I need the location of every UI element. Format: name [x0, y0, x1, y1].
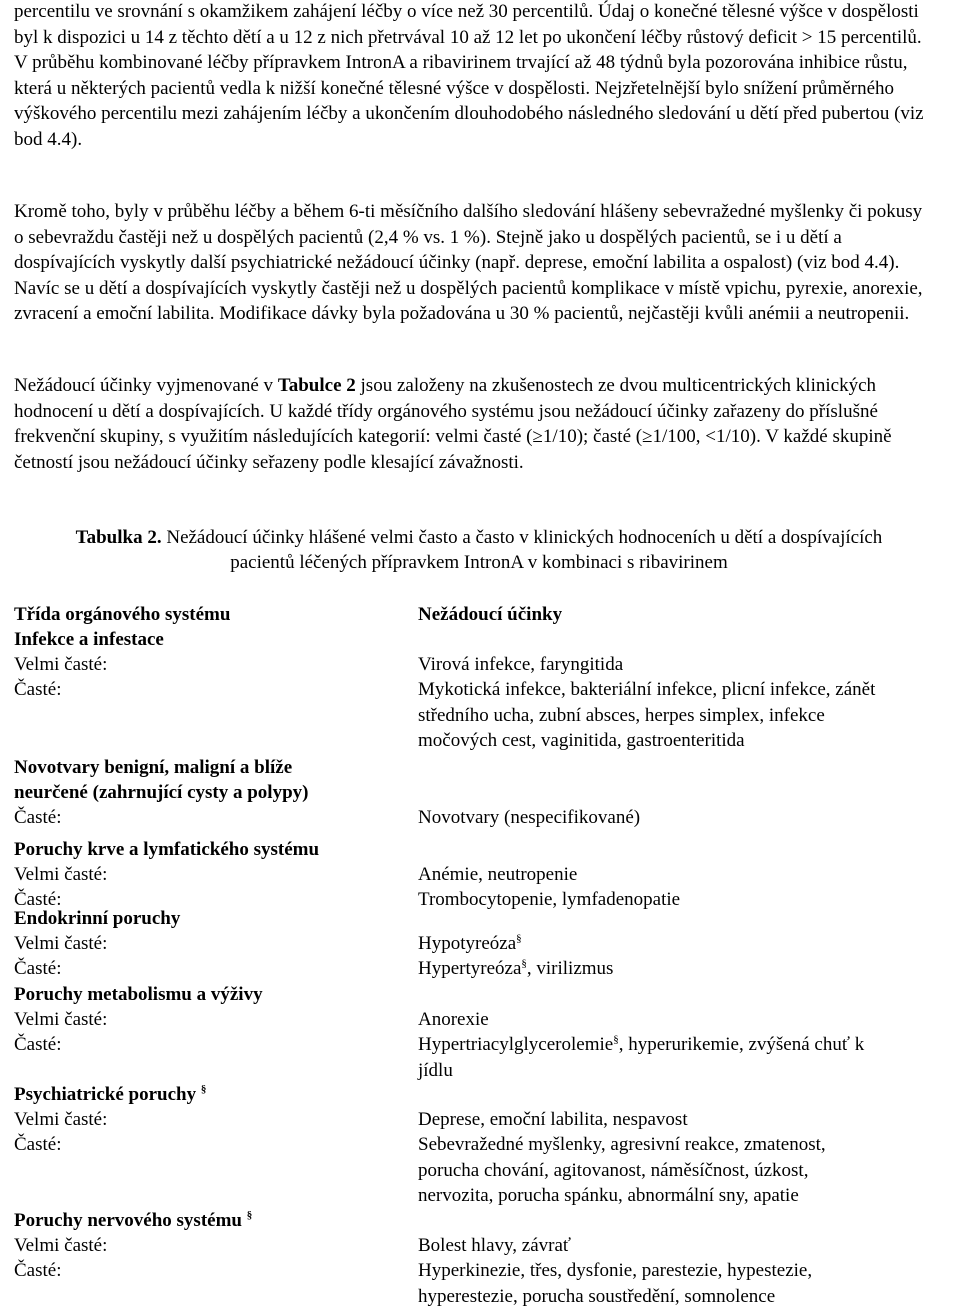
frequency-label: Velmi časté: — [14, 1109, 108, 1131]
effects-text: Hypotyreóza — [418, 933, 517, 955]
effects-text: středního ucha, zubní absces, herpes simplex, infekce — [418, 704, 825, 726]
category-label: Poruchy krve a lymfatického systému — [14, 839, 320, 860]
frequency-label: Časté: — [14, 958, 62, 980]
effects-text: Bolest hlavy, závrať — [418, 1235, 572, 1257]
category-label: Psychiatrické poruchy § — [14, 1083, 207, 1105]
table-header-left — [14, 602, 230, 627]
effects-text: Virová infekce, faryngitida — [418, 654, 624, 676]
effects-line — [418, 862, 938, 887]
effects-line — [418, 887, 938, 912]
footnote-marker: § — [516, 932, 522, 945]
table-caption-text: Nežádoucí účinky hlášené velmi často a často v klinických hodnoceních u dětí a dospívajících — [161, 527, 883, 548]
adverse-effects — [418, 805, 938, 830]
effects-text: , virilizmus — [526, 958, 614, 980]
table-reference: Tabulce 2 — [277, 375, 356, 396]
paragraph-growth: percentilu ve srovnání s okamžikem zahájení léčby o více než 30 percentilů. Údaj o konečné tělesné výšce v dospělosti byl k dispozici u 14 z těchto dětí a u 12 z nich přetrvával 10 až 12 let po ukončení léčby růstový deficit > 15 percentilů. V průběhu kombinované léčby přípravkem IntronA a ribavirinem trvající až 48 týdnů byla pozorována inhibice růstu, která u některých pacientů vedla k nižší konečné tělesné výšce v dospělosti. Nejzřetelnější bylo snížení průměrného výškového percentilu mezi zahájením léčby a ukončením dlouhodobého následného sledování u dětí před pubertou (viz bod 4.4). — [14, 1, 924, 150]
footnote-marker: § — [200, 1083, 207, 1096]
effects-text: Sebevražedné myšlenky, agresivní reakce, zmatenost, — [418, 1134, 826, 1156]
effects-line — [418, 1132, 938, 1157]
category-label: Infekce a infestace — [14, 629, 164, 650]
effects-text: močových cest, vaginitida, gastroenteritida — [418, 729, 745, 751]
frequency-label: Velmi časté: — [14, 654, 108, 676]
effects-line — [418, 931, 938, 956]
adverse-effects — [418, 1107, 938, 1132]
adverse-effects — [418, 1258, 938, 1308]
effects-line — [418, 1107, 938, 1132]
frequency-label: Časté: — [14, 679, 62, 701]
frequency-label: Velmi časté: — [14, 1235, 108, 1257]
category-label: neurčené (zahrnující cysty a polypy) — [14, 782, 309, 804]
footnote-marker: § — [246, 1209, 253, 1222]
table-caption — [14, 525, 944, 575]
frequency-label: Časté: — [14, 807, 62, 829]
effects-text: Novotvary (nespecifikované) — [418, 807, 641, 829]
category-label: Poruchy nervového systému § — [14, 1209, 253, 1231]
adverse-effects — [418, 1032, 938, 1082]
effects-line — [418, 1284, 938, 1309]
frequency-label: Časté: — [14, 889, 62, 911]
effects-text: Hyperkinezie, třes, dysfonie, parestezie, hypestezie, — [418, 1260, 813, 1282]
effects-line — [418, 677, 938, 702]
effects-line — [418, 652, 938, 677]
category-label: Novotvary benigní, maligní a blíže — [14, 757, 293, 778]
adverse-effects — [418, 931, 938, 956]
adverse-effects — [418, 1233, 938, 1258]
effects-line — [418, 1158, 938, 1183]
frequency-label: Velmi časté: — [14, 933, 108, 955]
effects-line — [418, 1183, 938, 1208]
frequency-label: Časté: — [14, 1034, 62, 1056]
effects-line — [418, 805, 938, 830]
category-label: Endokrinní poruchy — [14, 908, 181, 929]
paragraph-text: jsou založeny na zkušenostech ze dvou multicentrických klinických hodnocení u dětí a dospívajících. U každé třídy orgánového systému jsou nežádoucí účinky zařazeny do příslušné frekvenční skupiny, s využitím následujících kategorií: velmi časté (≥1/10); časté (≥1/100, <1/10). V každé skupině četností jsou nežádoucí účinky seřazeny podle klesající závažnosti. — [14, 375, 892, 473]
effects-text: Mykotická infekce, bakteriální infekce, plicní infekce, zánět — [418, 679, 876, 701]
effects-line — [418, 728, 938, 753]
effects-line — [418, 703, 938, 728]
adverse-effects — [418, 652, 938, 677]
effects-line — [418, 1258, 938, 1283]
effects-text: Hypertyreóza — [418, 958, 522, 980]
effects-text: Hypertriacylglycerolemie — [418, 1034, 614, 1056]
adverse-effects — [418, 1007, 938, 1032]
effects-line — [418, 1233, 938, 1258]
footnote-marker: § — [613, 1034, 619, 1047]
effects-text: Anémie, neutropenie — [418, 864, 578, 886]
effects-text: porucha chování, agitovanost, náměsíčnost, úzkost, — [418, 1159, 809, 1181]
footnote-marker: § — [521, 958, 527, 971]
effects-line — [418, 956, 938, 981]
adverse-effects — [418, 862, 938, 887]
effects-text: Anorexie — [418, 1009, 489, 1031]
effects-text: Deprese, emoční labilita, nespavost — [418, 1109, 688, 1131]
frequency-label: Velmi časté: — [14, 1009, 108, 1031]
effects-line — [418, 1032, 938, 1057]
adverse-effects — [418, 887, 938, 912]
header-text: Třída orgánového systému — [14, 604, 231, 625]
adverse-effects — [418, 677, 938, 753]
category-label: Poruchy metabolismu a výživy — [14, 984, 263, 1005]
adverse-effects — [418, 956, 938, 981]
table-caption-label: Tabulka 2. — [75, 527, 162, 548]
header-text: Nežádoucí účinky — [418, 604, 563, 625]
effects-text: Trombocytopenie, lymfadenopatie — [418, 889, 681, 911]
frequency-label: Časté: — [14, 1134, 62, 1156]
frequency-label: Velmi časté: — [14, 864, 108, 886]
paragraph-suicidal: Kromě toho, byly v průběhu léčby a během 6-ti měsíčního dalšího sledování hlášeny sebevražedné myšlenky či pokusy o sebevraždu častěji než u dospělých pacientů (2,4 % vs. 1 %). Stejně jako u dospělých pacientů, se i u dětí a dospívajících vyskytly další psychiatrické nežádoucí účinky (např. deprese, emoční labilita a ospalost) (viz bod 4.4). Navíc se u dětí a dospívajících vyskytly častěji než u dospělých pacientů komplikace v místě vpichu, pyrexie, anorexie, zvracení a emoční labilita. Modifikace dávky byla požadována u 30 % pacientů, nejčastěji kvůli anémii a neutropenii. — [14, 201, 923, 324]
paragraph-table-intro — [14, 373, 934, 475]
paragraph-text: Nežádoucí účinky vyjmenované v — [14, 375, 278, 396]
effects-line: jídlu — [418, 1059, 453, 1081]
table-caption-text: pacientů léčených přípravkem IntronA v kombinaci s ribavirinem — [230, 552, 728, 573]
effects-text: , hyperurikemie, zvýšená chuť k — [618, 1034, 865, 1056]
effects-text: hyperestezie, porucha soustředění, somnolence — [418, 1285, 776, 1307]
effects-line — [418, 1007, 938, 1032]
frequency-label: Časté: — [14, 1260, 62, 1282]
effects-text: nervozita, porucha spánku, abnormální sny, apatie — [418, 1184, 799, 1206]
table-header-right — [418, 602, 562, 627]
adverse-effects — [418, 1132, 938, 1208]
